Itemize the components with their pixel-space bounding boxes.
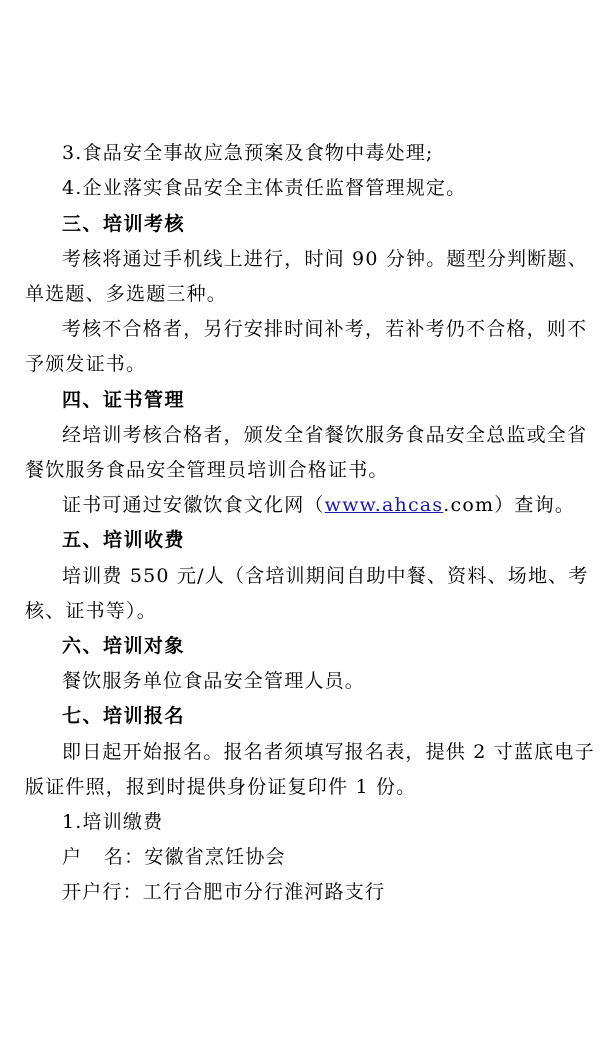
paragraph-registration-line-1: 即日起开始报名。报名者须填写报名表，提供 2 寸蓝底电子 <box>62 741 595 763</box>
payment-subheading: 1.培训缴费 <box>62 811 164 833</box>
paragraph-fee-line-2: 核、证书等）。 <box>25 600 157 622</box>
query-text-prefix: 证书可通过安徽饮食文化网（ <box>62 494 325 516</box>
paragraph-fee-line-1: 培训费 550 元/人（含培训期间自助中餐、资料、场地、考 <box>62 565 589 587</box>
paragraph-retake-line-2: 予颁发证书。 <box>25 353 147 375</box>
account-name-line: 户 名：安徽省烹饪协会 <box>62 846 286 868</box>
list-item-4: 4.企业落实食品安全主体责任监督管理规定。 <box>62 177 467 199</box>
paragraph-query <box>0 491 600 519</box>
section-heading-4: 四、证书管理 <box>62 389 186 411</box>
paragraph-retake-line-1: 考核不合格者，另行安排时间补考，若补考仍不合格，则不 <box>62 318 588 340</box>
section-heading-3: 三、培训考核 <box>62 213 186 235</box>
section-heading-6: 六、培训对象 <box>62 635 186 657</box>
section-heading-5: 五、培训收费 <box>62 529 186 551</box>
paragraph-certificate-line-1: 经培训考核合格者，颁发全省餐饮服务食品安全总监或全省 <box>62 424 588 446</box>
paragraph-exam-line-2: 单选题、多选题三种。 <box>25 283 228 305</box>
list-item-3: 3.食品安全事故应急预案及食物中毒处理; <box>62 142 434 164</box>
bank-branch-line: 开户行：工行合肥市分行淮河路支行 <box>62 881 386 903</box>
paragraph-certificate-line-2: 餐饮服务食品安全管理员培训合格证书。 <box>25 459 389 481</box>
paragraph-registration-line-2: 版证件照，报到时提供身份证复印件 1 份。 <box>25 776 417 798</box>
paragraph-audience: 餐饮服务单位食品安全管理人员。 <box>62 670 366 692</box>
paragraph-exam-line-1: 考核将通过手机线上进行，时间 90 分钟。题型分判断题、 <box>62 248 588 270</box>
section-heading-7: 七、培训报名 <box>62 705 186 727</box>
website-link[interactable]: www.ahcas <box>324 494 444 516</box>
query-text-suffix: .com）查询。 <box>443 494 576 516</box>
